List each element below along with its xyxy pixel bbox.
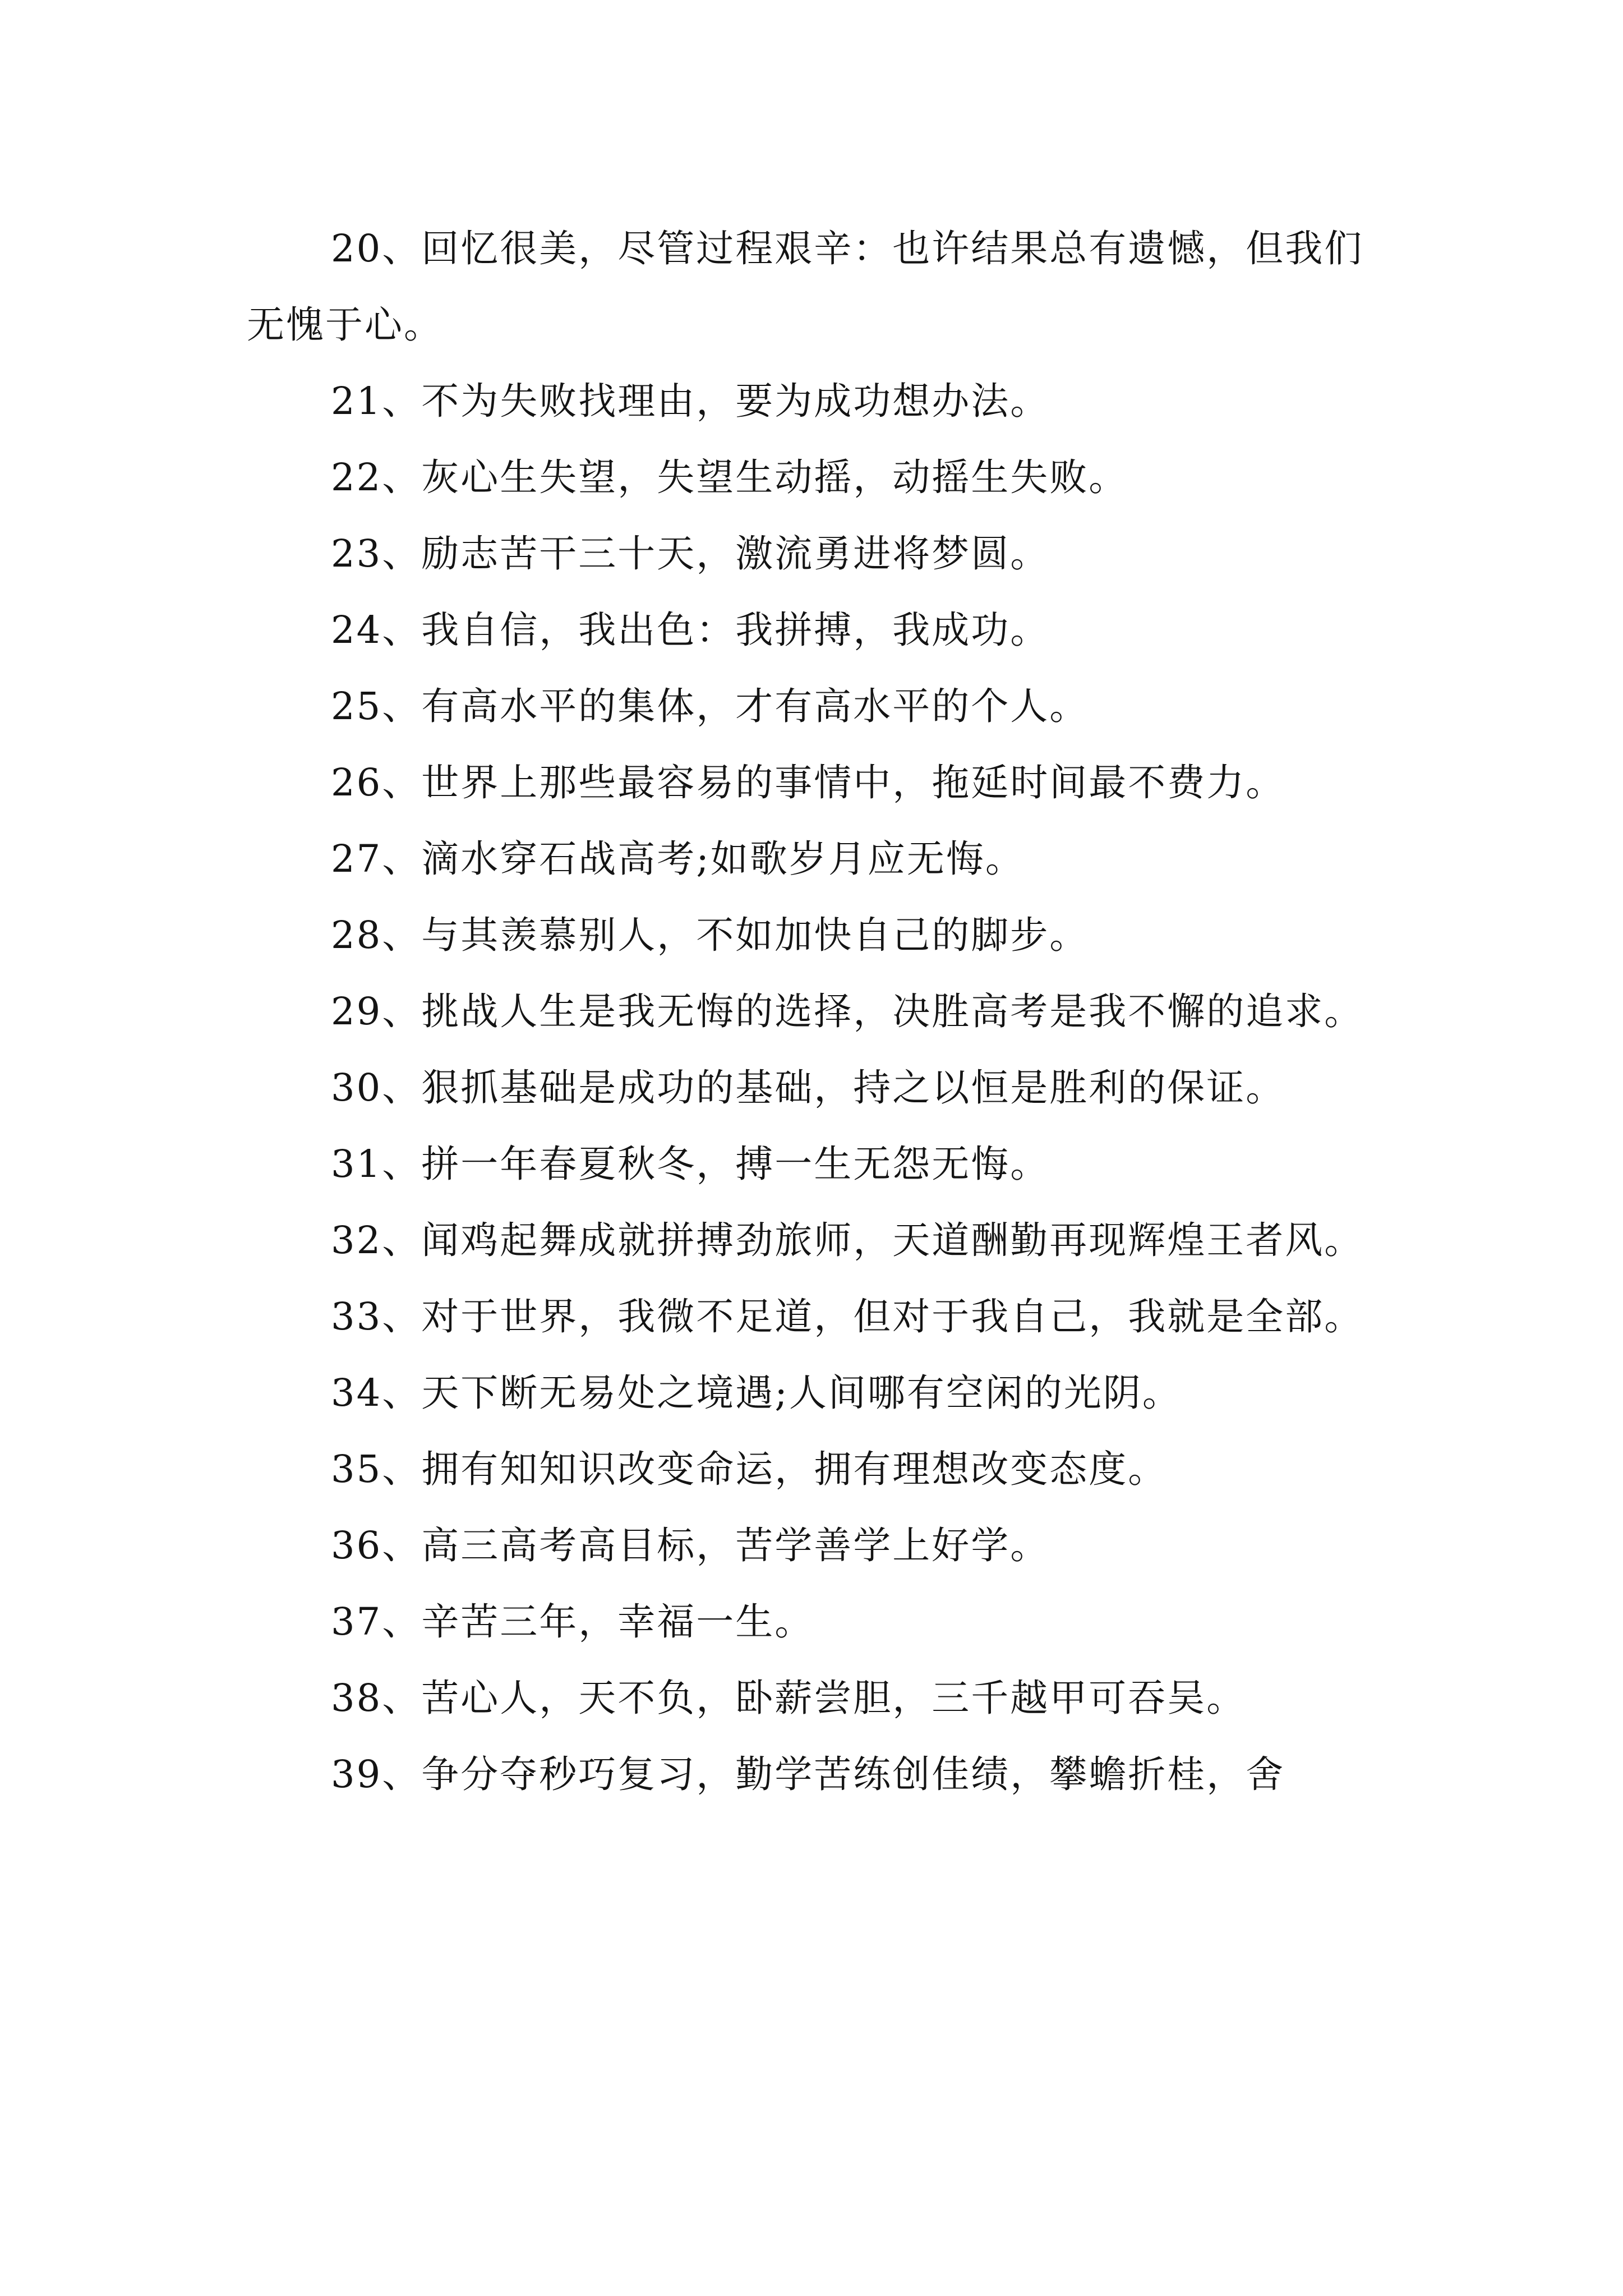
paragraph-28: 28、与其羡慕别人，不如加快自己的脚步。 <box>331 913 1089 957</box>
paragraph-37: 37、辛苦三年，幸福一生。 <box>331 1600 814 1644</box>
paragraph-23: 23、励志苦干三十天，激流勇进将梦圆。 <box>331 532 1050 576</box>
paragraph-38: 38、苦心人，天不负，卧薪尝胆，三千越甲可吞吴。 <box>331 1676 1246 1720</box>
paragraph-31: 31、拼一年春夏秋冬，搏一生无怨无悔。 <box>331 1142 1050 1186</box>
paragraph-32: 32、闻鸡起舞成就拼搏劲旅师，天道酬勤再现辉煌王者风。 <box>331 1218 1364 1262</box>
paragraph-33: 33、对于世界，我微不足道，但对于我自己，我就是全部。 <box>331 1295 1364 1338</box>
paragraph-25: 25、有高水平的集体，才有高水平的个人。 <box>331 684 1089 728</box>
paragraph-34: 34、天下断无易处之境遇;人间哪有空闲的光阴。 <box>331 1371 1182 1415</box>
paragraph-39: 39、争分夺秒巧复习，勤学苦练创佳绩，攀蟾折桂，舍 <box>331 1752 1285 1796</box>
paragraph-24: 24、我自信，我出色：我拼搏，我成功。 <box>331 608 1050 652</box>
paragraph-20: 20、回忆很美，尽管过程艰辛：也许结果总有遗憾，但我们无愧于心。 <box>247 227 1364 347</box>
paragraph-29: 29、挑战人生是我无悔的选择，决胜高考是我不懈的追求。 <box>331 990 1364 1033</box>
paragraph-21: 21、不为失败找理由，要为成功想办法。 <box>331 379 1050 423</box>
paragraph-27: 27、滴水穿石战高考;如歌岁月应无悔。 <box>331 837 1025 881</box>
paragraph-30: 30、狠抓基础是成功的基础，持之以恒是胜利的保证。 <box>331 1066 1285 1110</box>
paragraph-26: 26、世界上那些最容易的事情中，拖延时间最不费力。 <box>331 761 1285 804</box>
paragraph-35: 35、拥有知知识改变命运，拥有理想改变态度。 <box>331 1447 1168 1491</box>
paragraph-36: 36、高三高考高目标，苦学善学上好学。 <box>331 1524 1050 1567</box>
document-body <box>247 210 1391 1812</box>
paragraph-22: 22、灰心生失望，失望生动摇，动摇生失败。 <box>331 455 1128 499</box>
